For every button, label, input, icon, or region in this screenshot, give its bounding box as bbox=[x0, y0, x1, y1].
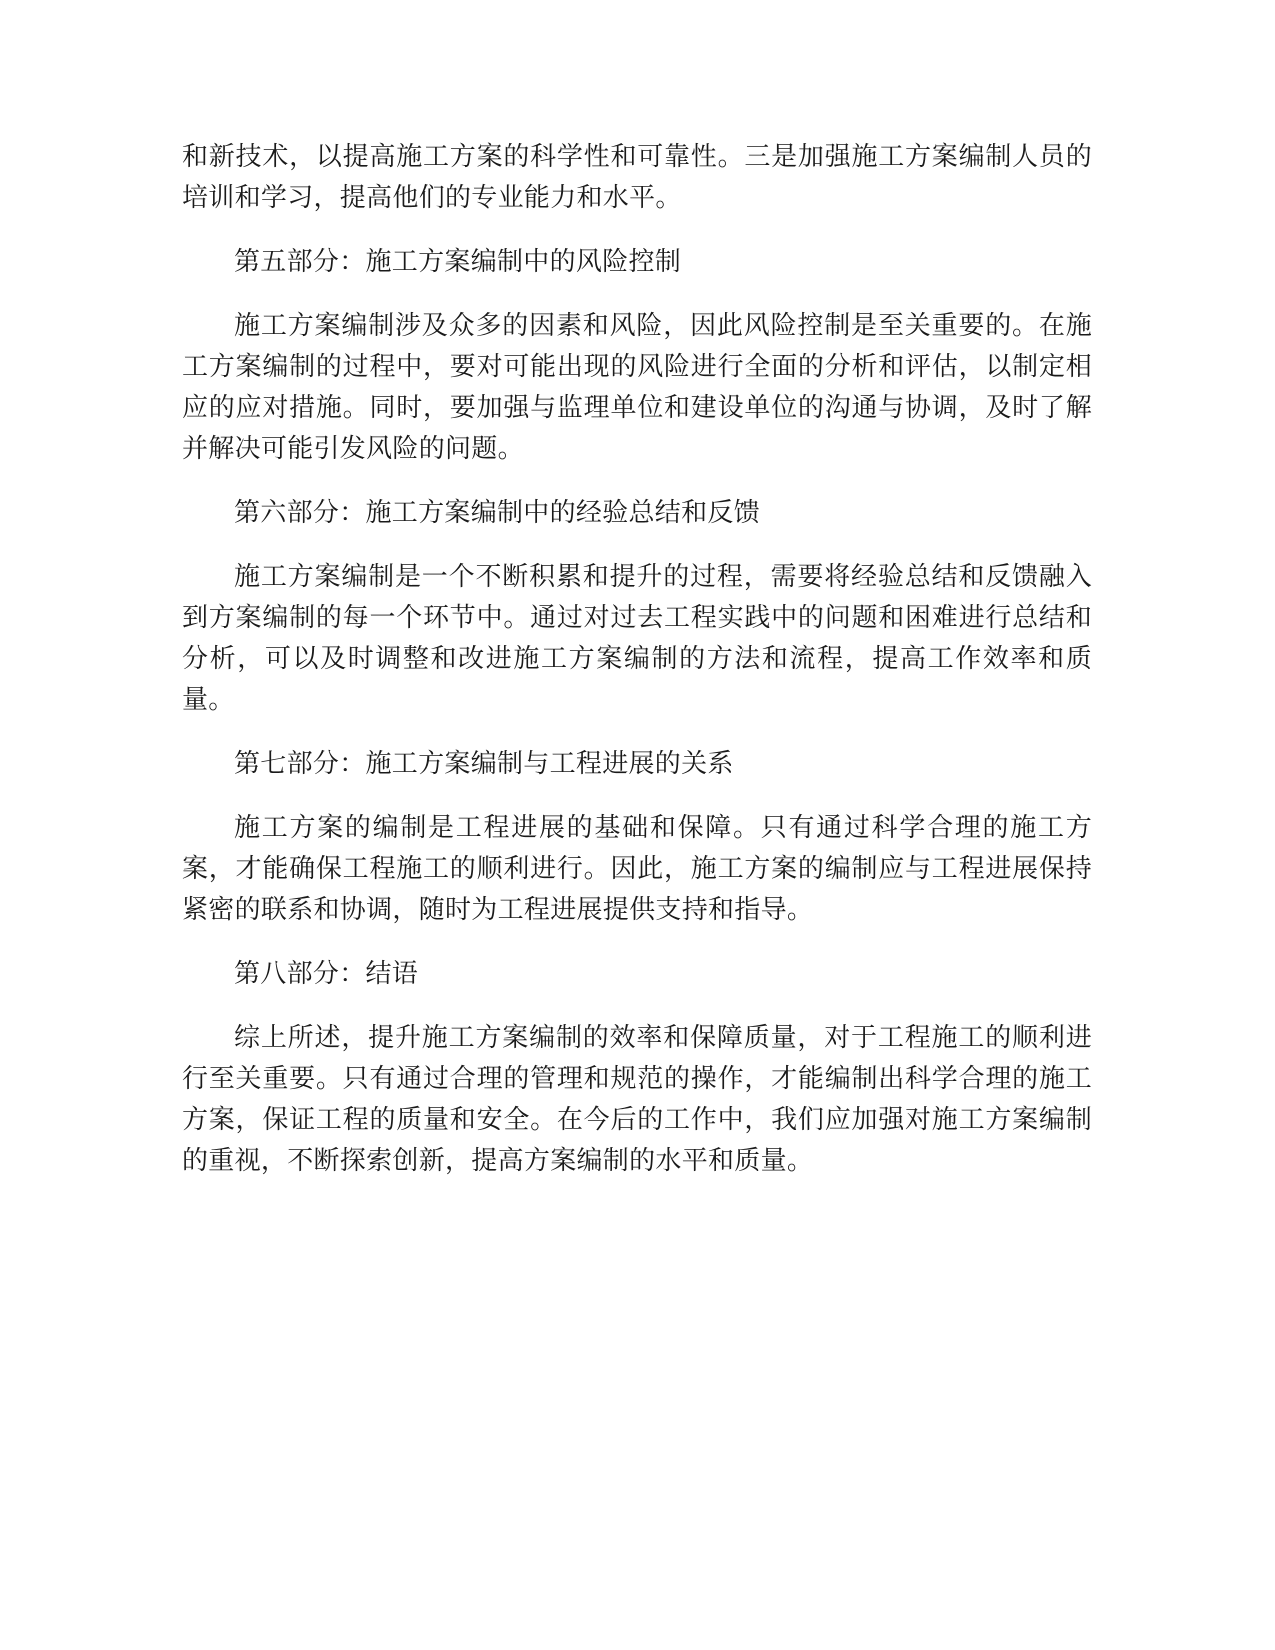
section-heading-part-7: 第七部分：施工方案编制与工程进展的关系 bbox=[234, 749, 734, 779]
paragraph-progress-relation: 施工方案的编制是工程进展的基础和保障。只有通过科学合理的施工方案，才能确保工程施工的顺利进行。因此，施工方案的编制应与工程进展保持紧密的联系和协调，随时为工程进展提供支持和指导。 bbox=[182, 813, 1092, 925]
paragraph-experience-feedback: 施工方案编制是一个不断积累和提升的过程，需要将经验总结和反馈融入到方案编制的每一个环节中。通过对过去工程实践中的问题和困难进行总结和分析，可以及时调整和改进施工方案编制的方法和流程，提高工作效率和质量。 bbox=[182, 562, 1092, 715]
section-heading-part-5: 第五部分：施工方案编制中的风险控制 bbox=[234, 247, 682, 277]
section-heading-part-6: 第六部分：施工方案编制中的经验总结和反馈 bbox=[234, 498, 761, 528]
paragraph-continued: 和新技术，以提高施工方案的科学性和可靠性。三是加强施工方案编制人员的培训和学习，提高他们的专业能力和水平。 bbox=[182, 142, 1092, 213]
paragraph-conclusion: 综上所述，提升施工方案编制的效率和保障质量，对于工程施工的顺利进行至关重要。只有通过合理的管理和规范的操作，才能编制出科学合理的施工方案，保证工程的质量和安全。在今后的工作中，我们应加强对施工方案编制的重视，不断探索创新，提高方案编制的水平和质量。 bbox=[182, 1023, 1092, 1176]
paragraph-risk-control: 施工方案编制涉及众多的因素和风险，因此风险控制是至关重要的。在施工方案编制的过程中，要对可能出现的风险进行全面的分析和评估，以制定相应的应对措施。同时，要加强与监理单位和建设单位的沟通与协调，及时了解并解决可能引发风险的问题。 bbox=[182, 311, 1092, 464]
document-body bbox=[182, 137, 1092, 1205]
section-heading-part-8: 第八部分：结语 bbox=[234, 959, 419, 989]
